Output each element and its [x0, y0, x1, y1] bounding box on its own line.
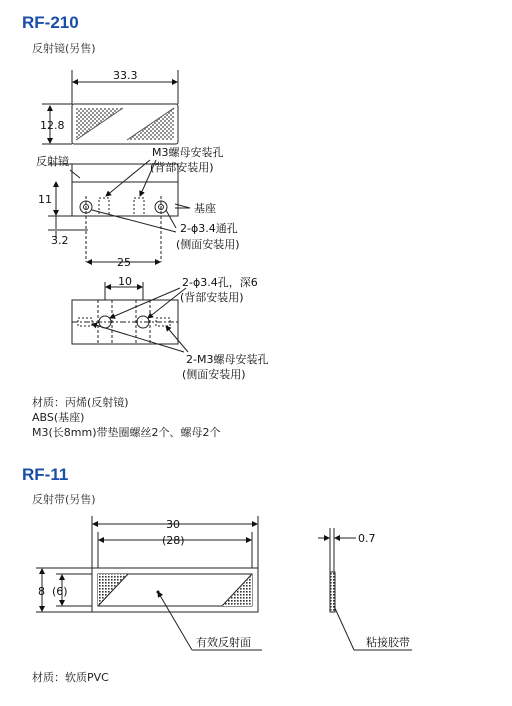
rf11-subtitle: 反射带(另售) [32, 493, 96, 506]
dim-side-height: 11 [38, 193, 52, 206]
label-rear-hole-2: (背部安装用) [180, 291, 244, 304]
dim-hole-gap: 10 [118, 275, 132, 288]
label-nut-hole-2: (背部安装用) [150, 161, 214, 174]
label-nut-hole-1: M3螺母安装孔 [152, 146, 224, 159]
rf210-side-view [48, 160, 190, 262]
material-line-2: ABS(基座) [32, 411, 85, 424]
rf210-front-view [42, 70, 178, 144]
label-reflector: 反射镜 [36, 155, 69, 168]
rf210-subtitle: 反射镜(另售) [32, 42, 96, 55]
rf11-side-view [318, 528, 412, 650]
dim-height: 12.8 [40, 119, 65, 132]
label-adhesive-tape: 粘接胶带 [366, 636, 410, 649]
rf11-dim-height: 8 [38, 585, 45, 598]
label-side-nut-2: (侧面安装用) [182, 368, 246, 381]
rf11-dim-width: 30 [166, 518, 180, 531]
label-side-nut-1: 2-M3螺母安装孔 [186, 353, 269, 366]
rf11-dim-thickness: 0.7 [358, 532, 376, 545]
rf11-material: 材质：软质PVC [32, 671, 109, 684]
label-through-hole-2: (侧面安装用) [176, 238, 240, 251]
label-effective-area: 有效反射面 [196, 636, 251, 649]
dim-pitch: 25 [117, 256, 131, 269]
rf210-rear-view [72, 282, 188, 352]
dim-width: 33.3 [113, 69, 138, 82]
rf11-front-view [36, 516, 262, 650]
dim-side-offset: 3.2 [51, 234, 69, 247]
rf11-dim-width-inner: (28) [162, 534, 185, 547]
label-rear-hole-1: 2-ϕ3.4孔，深6 [182, 276, 258, 289]
rf210-title: RF-210 [22, 13, 79, 32]
rf11-dim-height-inner: (6) [52, 585, 68, 598]
rf11-title: RF-11 [22, 465, 69, 484]
label-through-hole-1: 2-ϕ3.4通孔 [180, 222, 238, 235]
label-base: 基座 [194, 202, 216, 215]
material-line-1: 材质：丙烯(反射镜) [32, 396, 129, 409]
material-line-3: M3(长8mm)带垫圈螺丝2个、螺母2个 [32, 426, 221, 439]
